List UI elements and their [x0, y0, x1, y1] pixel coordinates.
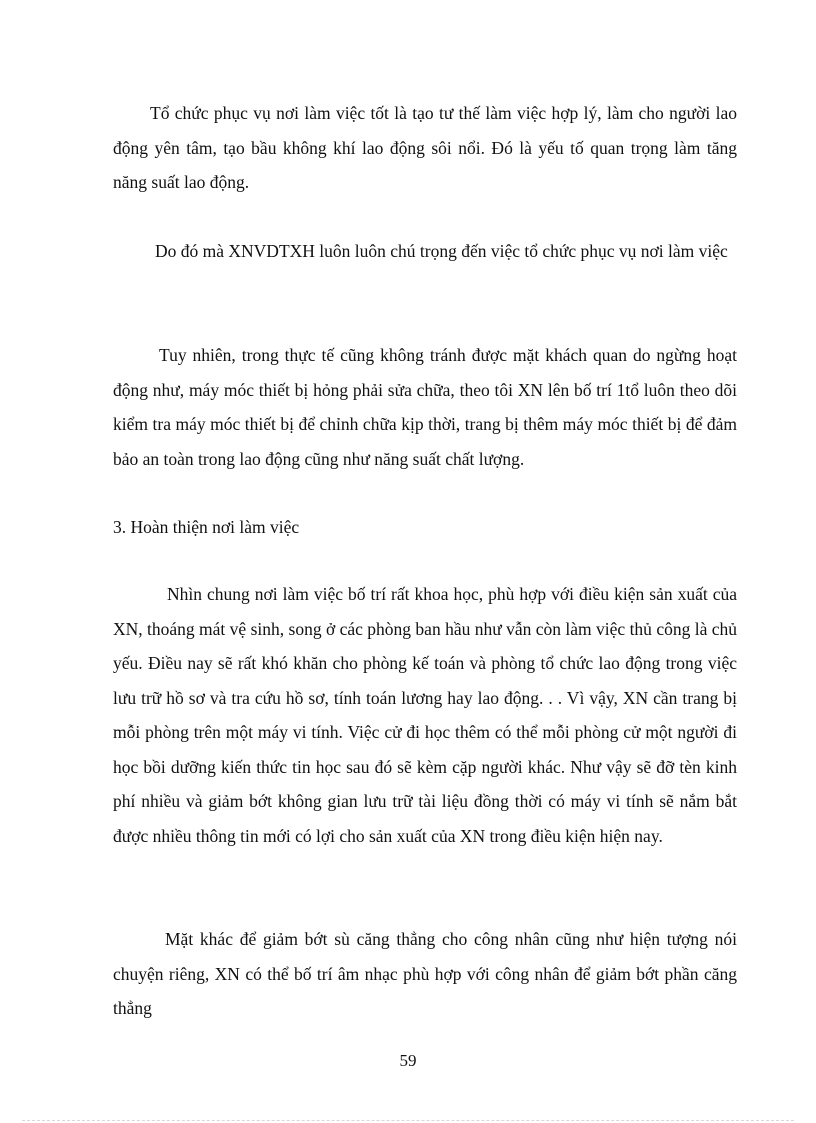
paragraph-workplace-improvement: Nhìn chung nơi làm việc bố trí rất khoa học, phù hợp với điều kiện sản xuất của XN, thoáng mát vệ sinh, song ở các phòng ban hầu như vẫn còn làm việc thủ công là chủ yếu. Điều nay sẽ rất khó khăn cho phòng kế toán và phòng tổ chức lao động trong việc lưu trữ hồ sơ và tra cứu hồ sơ, tính toán lương hay lao động. . . Vì vậy, XN cần trang bị mỗi phòng trên một máy vi tính. Việc cử đi học thêm có thể mỗi phòng cử một người đi học bồi dưỡng kiến thức tin học sau đó sẽ kèm cặp người khác. Như vậy sẽ đỡ tèn kinh phí nhiều và giảm bớt không gian lưu trữ tài liệu đồng thời có máy vi tính sẽ nắm bắt được nhiều thông tin mới có lợi cho sản xuất của XN trong điều kiện hiện nay.: [113, 584, 737, 846]
paragraph-music-suggestion: Mặt khác để giảm bớt sù căng thẳng cho công nhân cũng như hiện tượng nói chuyện riêng, XN có thể bố trí âm nhạc phù hợp với công nhân để giảm bớt phần căng thẳng: [113, 929, 737, 1018]
footer-divider: [22, 1120, 794, 1121]
paragraph-workplace-service: Tổ chức phục vụ nơi làm việc tốt là tạo tư thế làm việc hợp lý, làm cho người lao động yên tâm, tạo bầu không khí lao động sôi nổi. Đó là yếu tố quan trọng làm tăng năng suất lao động.: [113, 103, 737, 192]
paragraph-enterprise-focus: Do đó mà XNVDTXH luôn luôn chú trọng đến việc tổ chức phục vụ nơi làm việc: [155, 241, 728, 261]
page-number: 59: [399, 1051, 417, 1070]
section-heading: 3. Hoàn thiện nơi làm việc: [113, 517, 300, 537]
paragraph-equipment-maintenance: Tuy nhiên, trong thực tế cũng không tránh được mặt khách quan do ngừng hoạt động như, máy móc thiết bị hỏng phải sửa chữa, theo tôi XN lên bố trí 1tổ luôn theo dõi kiểm tra máy móc thiết bị để chỉnh chữa kịp thời, trang bị thêm máy móc thiết bị để đảm bảo an toàn trong lao động cũng như năng suất chất lượng.: [113, 345, 737, 469]
